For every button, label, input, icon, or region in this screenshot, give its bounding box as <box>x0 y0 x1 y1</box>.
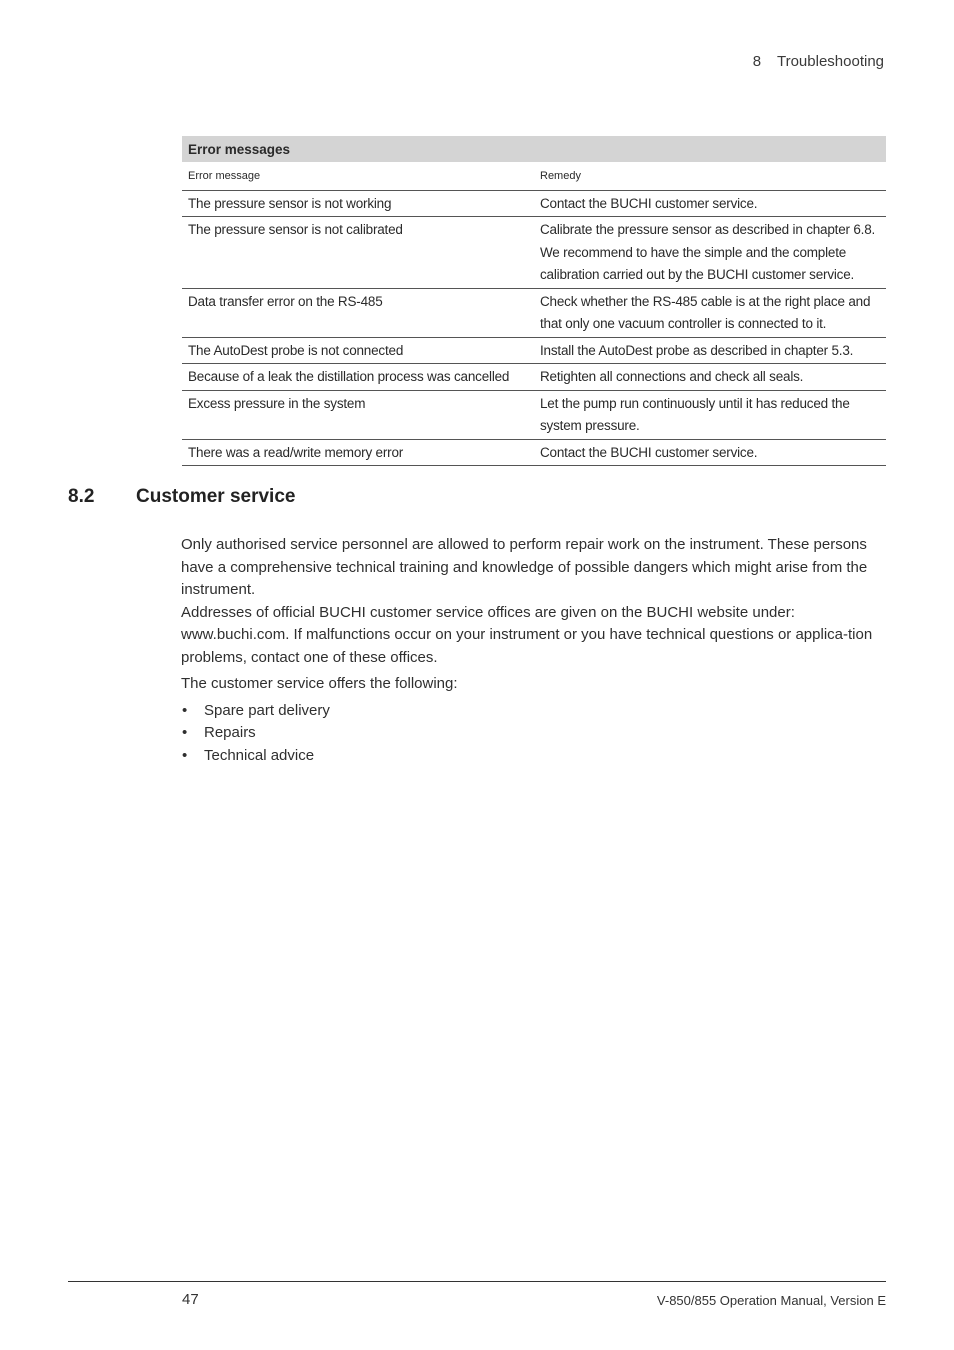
bullet: • <box>182 746 188 764</box>
paragraph: Only authorised service personnel are allowed to perform repair work on the instrument. These persons have a comprehensive technical training and knowledge of possible dangers which might arise from the instrument. <box>181 536 868 598</box>
bullet: • <box>182 701 188 719</box>
paragraph: Addresses of official BUCHI customer service offices are given on the BUCHI website under: www.buchi.com. If malfunctions occur on your instrument or you have technical questions or applica-tion problems, contact one of these offices. <box>181 603 873 666</box>
error-cell: There was a read/write memory error <box>182 439 534 466</box>
section-title: Customer service <box>136 486 296 507</box>
page-number: 47 <box>182 1291 199 1308</box>
remedy-cell: Let the pump run continuously until it has reduced the system pressure. <box>534 390 886 439</box>
list-item-text: Technical advice <box>204 746 315 764</box>
error-cell: The pressure sensor is not calibrated <box>182 217 534 289</box>
chapter-number: 8 <box>752 53 762 70</box>
column-header-remedy: Remedy <box>534 162 886 190</box>
error-cell: Data transfer error on the RS-485 <box>182 288 534 337</box>
section-heading <box>68 486 295 508</box>
chapter-title: Troubleshooting <box>776 53 884 70</box>
footer-divider <box>68 1281 886 1282</box>
table-title: Error messages <box>182 136 886 162</box>
list-item <box>181 745 886 768</box>
list-item-text: Spare part delivery <box>204 701 330 719</box>
column-header-error: Error message <box>182 162 534 190</box>
remedy-cell: Install the AutoDest probe as described in chapter 5.3. <box>534 337 886 364</box>
table-row <box>182 217 886 289</box>
bullet: • <box>182 724 188 741</box>
table-title-row <box>182 136 886 162</box>
error-cell: The pressure sensor is not working <box>182 190 534 217</box>
table-header-row <box>182 162 886 190</box>
error-cell: Excess pressure in the system <box>182 390 534 439</box>
table-row <box>182 288 886 337</box>
section-body <box>181 534 886 767</box>
services-list <box>181 700 886 768</box>
table-row <box>182 439 886 466</box>
document-title: V-850/855 Operation Manual, Version E <box>656 1293 886 1308</box>
error-messages-table <box>182 136 886 466</box>
section-number: 8.2 <box>68 486 95 507</box>
remedy-cell: Retighten all connections and check all seals. <box>534 364 886 391</box>
list-item <box>181 722 886 745</box>
table-row <box>182 364 886 391</box>
running-header <box>753 53 884 70</box>
list-item-text: Repairs <box>204 724 256 741</box>
remedy-cell: Contact the BUCHI customer service. <box>534 190 886 217</box>
remedy-cell: Calibrate the pressure sensor as described in chapter 6.8. We recommend to have the simple and the complete calibration carried out by the BUCHI customer service. <box>534 217 886 289</box>
error-cell: Because of a leak the distillation process was cancelled <box>182 364 534 391</box>
remedy-cell: Check whether the RS-485 cable is at the right place and that only one vacuum controller is connected to it. <box>534 288 886 337</box>
remedy-cell: Contact the BUCHI customer service. <box>534 439 886 466</box>
table-row <box>182 190 886 217</box>
paragraph: The customer service offers the following: <box>181 675 458 692</box>
table-row <box>182 337 886 364</box>
error-cell: The AutoDest probe is not connected <box>182 337 534 364</box>
list-item <box>181 700 886 723</box>
table-row <box>182 390 886 439</box>
